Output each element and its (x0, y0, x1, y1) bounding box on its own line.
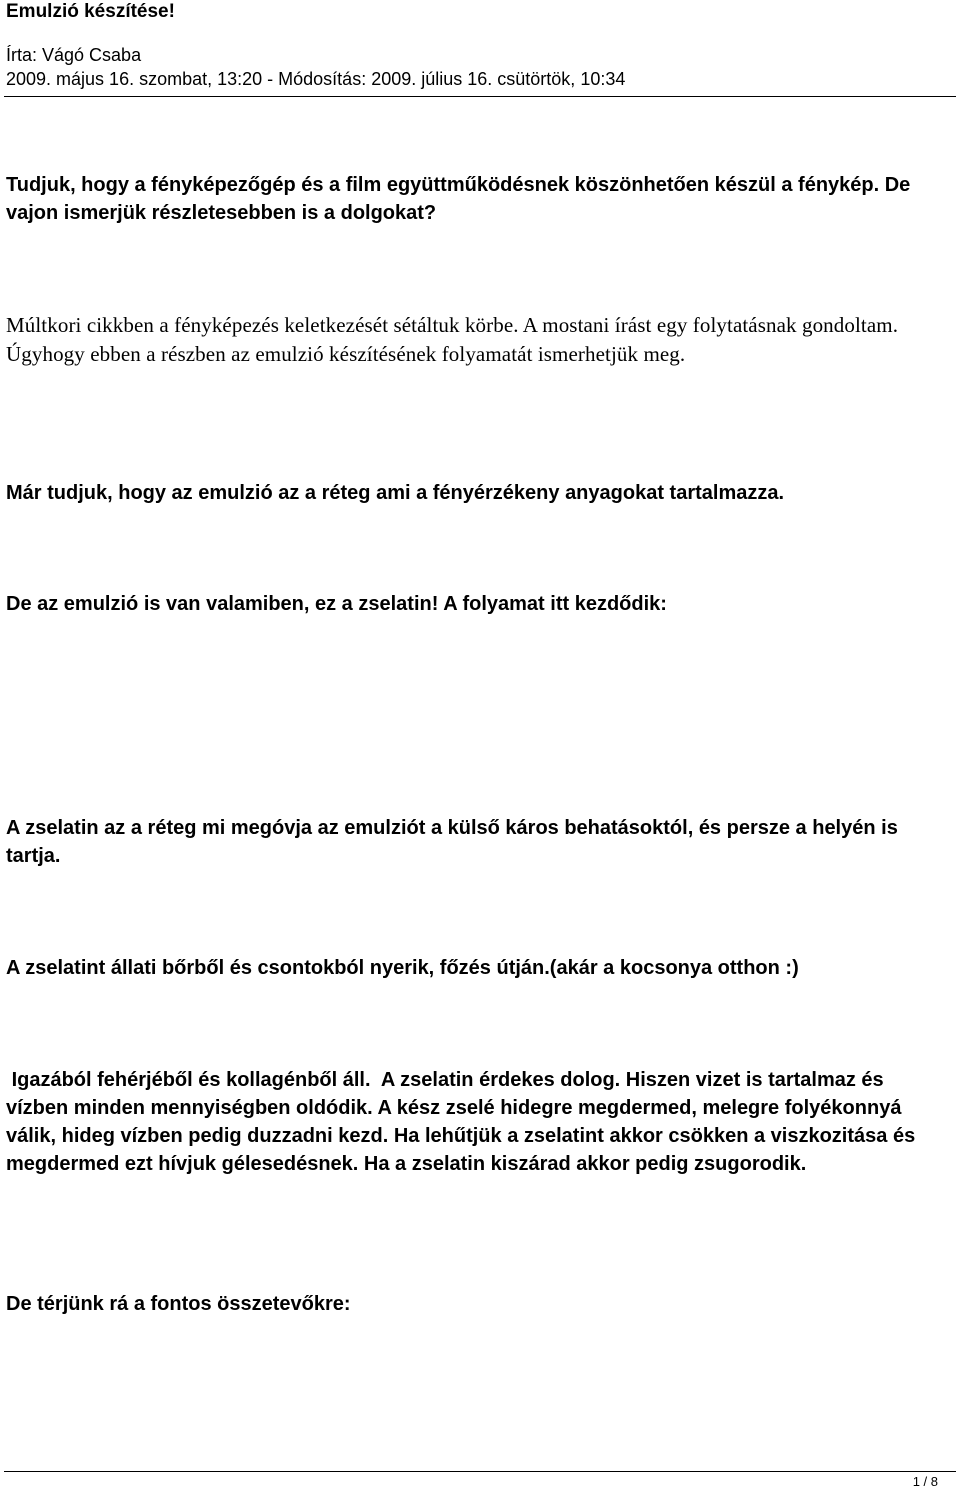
paragraph-emulsion-layer: Már tudjuk, hogy az emulzió az a réteg ami a fényérzékeny anyagokat tartalmazza. (6, 482, 785, 504)
page-indicator: 1 / 8 (912, 1474, 938, 1489)
dates-line: 2009. május 16. szombat, 13:20 - Módosítás: 2009. július 16. csütörtök, 10:34 (6, 69, 626, 89)
author-line: Írta: Vágó Csaba (6, 45, 142, 65)
paragraph-gelatin-protects: A zselatin az a réteg mi megóvja az emulziót a külső káros behatásoktól, és persze a helyén is tartja. (6, 817, 898, 867)
header-divider (4, 96, 956, 97)
paragraph-gelatin-properties: Igazából fehérjéből és kollagénből áll. A zselatin érdekes dolog. Hiszen vizet is tartalmaz és vízben minden mennyiségben oldódik. A kész zselé hidegre megdermed, melegre folyékonnyá válik, hideg vízben pedig duzzadni kezd. Ha lehűtjük a zselatint akkor csökken a viszkozitása és megdermed ezt hívjuk gélesedésnek. Ha a zselatin kiszárad akkor pedig zsugorodik. (6, 1069, 921, 1175)
paragraph-components-heading: De térjünk rá a fontos összetevőkre: (6, 1293, 351, 1315)
paragraph-gelatin-start: De az emulzió is van valamiben, ez a zselatin! A folyamat itt kezdődik: (6, 593, 667, 615)
paragraph-gelatin-source: A zselatint állati bőrből és csontokból nyerik, főzés útján.(akár a kocsonya otthon :) (6, 957, 799, 979)
footer-divider (4, 1471, 956, 1472)
document-title: Emulzió készítése! (6, 1, 175, 22)
paragraph-intro: Tudjuk, hogy a fényképezőgép és a film együttműködésnek köszönhetően készül a fénykép. De vajon ismerjük részletesebben is a dolgokat? (6, 174, 911, 224)
paragraph-previous-article: Múltkori cikkben a fényképezés keletkezését sétáltuk körbe. A mostani írást egy folytatásnak gondoltam. Úgyhogy ebben a részben az emulzió készítésének folyamatát ismerhetjük meg. (6, 313, 899, 366)
